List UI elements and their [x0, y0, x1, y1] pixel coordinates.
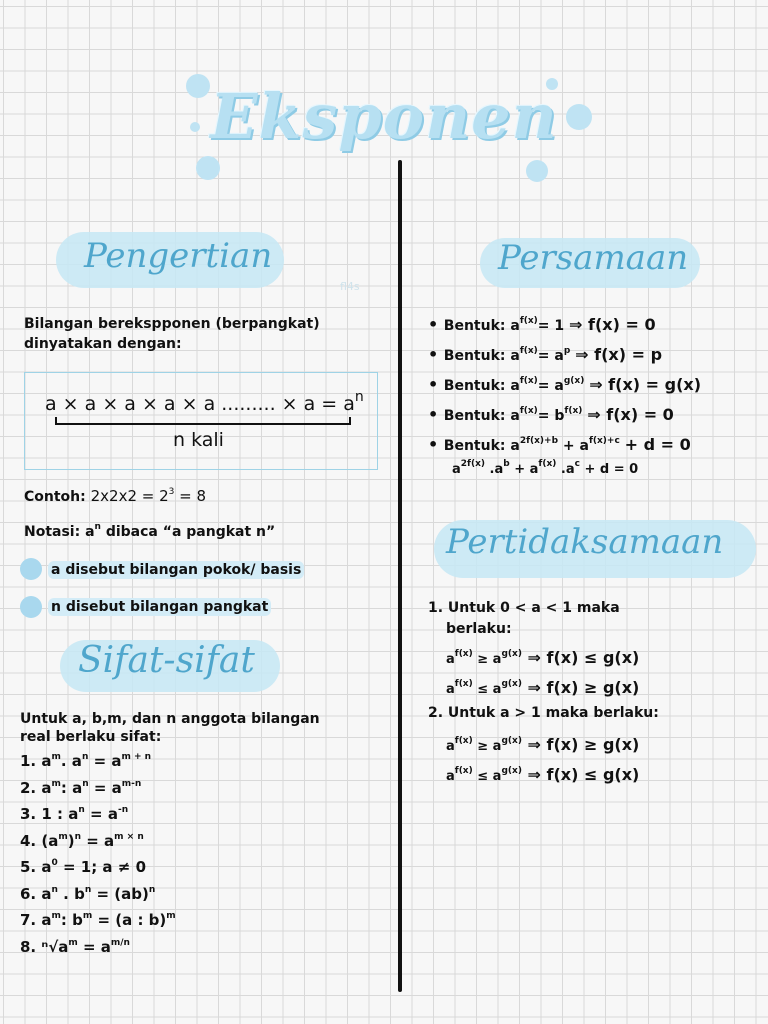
- eq-exponent: f(x)+c: [588, 436, 620, 446]
- page-title: Eksponen: [210, 80, 558, 153]
- rule-number: 3.: [20, 805, 37, 823]
- power-note: [48, 599, 271, 615]
- rule-exponent: m: [68, 937, 78, 948]
- rule-number: 2.: [20, 778, 37, 797]
- eq-base: a: [510, 438, 520, 454]
- eq-exponent: f(x): [519, 376, 538, 386]
- bullet-icon: •: [428, 315, 444, 334]
- ineq-result: ⇒ f(x) ≤ g(x): [521, 765, 640, 784]
- ineq-result: ⇒ f(x) ≤ g(x): [521, 648, 640, 667]
- rule-exponent: m: [58, 831, 68, 842]
- extra-d: .a: [556, 462, 575, 477]
- sifat-rule: [20, 858, 146, 876]
- ineq-base: a: [446, 739, 455, 754]
- definition-expression: [45, 389, 364, 415]
- sifat-rule: [20, 779, 141, 797]
- definition-count-label: n kali: [173, 429, 224, 451]
- bullet-dot: [20, 558, 42, 580]
- rule-exponent: m: [51, 778, 61, 789]
- rule-exponent: n: [78, 805, 85, 815]
- pengertian-intro-line2: dinyatakan dengan:: [24, 336, 182, 352]
- rule-exponent: m-n: [121, 778, 142, 789]
- case1-line1: 1. Untuk 0 < a < 1 maka: [428, 600, 620, 616]
- rule-number: 7.: [20, 911, 37, 929]
- section-heading-persamaan: Persamaan: [498, 238, 689, 278]
- bullet-icon: •: [428, 375, 444, 394]
- rule-part: (a: [41, 831, 59, 850]
- rule-part: = a: [88, 752, 122, 770]
- eq-result: ⇒ f(x) = 0: [587, 405, 674, 424]
- ineq-base: a: [446, 682, 455, 697]
- sifat-rule: [20, 752, 151, 770]
- bentuk-label: Bentuk:: [443, 348, 506, 364]
- sifat-intro-line1: Untuk a, b,m, dan n anggota bilangan: [20, 711, 320, 727]
- rule-exponent: m: [51, 752, 61, 762]
- sifat-rule: [20, 805, 128, 823]
- rule-part: ): [67, 831, 75, 850]
- eq-exponent: f(x): [519, 316, 538, 326]
- rule-part: 1 : a: [41, 805, 79, 823]
- inequality-row: [446, 765, 639, 784]
- rule-exponent: n: [74, 831, 82, 842]
- sifat-rule: [20, 832, 144, 850]
- ineq-exponent: f(x): [454, 736, 473, 746]
- eq-base: a: [510, 318, 520, 334]
- notation-exponent: n: [94, 522, 101, 532]
- eq-exponent: f(x): [564, 406, 583, 416]
- extra-a: a: [452, 462, 461, 477]
- example-result: = 8: [174, 487, 207, 505]
- bentuk-label: Bentuk:: [443, 438, 506, 454]
- extra-exp2: b: [503, 459, 510, 469]
- persamaan-item: [428, 375, 701, 394]
- rule-part: a: [41, 884, 52, 903]
- eq-result: ⇒ f(x) = 0: [569, 315, 656, 334]
- sifat-rule: [20, 911, 176, 929]
- rule-number: 4.: [20, 831, 37, 850]
- rule-part: = a: [81, 831, 115, 850]
- eq-middle: = a: [537, 378, 564, 394]
- persamaan-item: [428, 345, 662, 364]
- rule-exponent: -n: [117, 805, 129, 815]
- extra-e: + d = 0: [579, 462, 639, 477]
- ineq-exponent: f(x): [454, 649, 473, 659]
- ineq-base: a: [446, 769, 455, 784]
- example-expr: 2x2x2 = 2: [90, 487, 169, 505]
- ineq-exponent: g(x): [501, 649, 522, 659]
- eq-middle: = a: [537, 348, 564, 364]
- rule-part: a: [41, 911, 52, 929]
- persamaan-item: [428, 315, 656, 334]
- notation-line: [24, 522, 275, 540]
- ineq-base: a: [446, 652, 455, 667]
- section-heading-pengertian: Pengertian: [84, 236, 273, 276]
- rule-part: = (a : b): [92, 911, 167, 929]
- rule-exponent: n: [148, 884, 156, 895]
- ineq-exponent: g(x): [501, 766, 522, 776]
- rule-exponent: m × n: [114, 831, 144, 842]
- ineq-operator: ≥ a: [472, 739, 502, 754]
- extra-exp1: 2f(x): [460, 459, 485, 469]
- ineq-operator: ≤ a: [472, 682, 502, 697]
- column-divider: [398, 160, 402, 992]
- eq-base: a: [510, 408, 520, 424]
- eq-exponent: 2f(x)+b: [519, 436, 559, 446]
- rule-part: = a: [84, 805, 118, 823]
- case1-line2: berlaku:: [446, 621, 512, 637]
- rule-part: : a: [60, 778, 83, 797]
- ineq-result: ⇒ f(x) ≥ g(x): [521, 735, 640, 754]
- extra-exp3: f(x): [538, 459, 557, 469]
- ineq-exponent: g(x): [501, 679, 522, 689]
- section-heading-sifat: Sifat-sifat: [78, 640, 255, 681]
- rule-part: . a: [60, 752, 82, 770]
- rule-number: 6.: [20, 884, 37, 903]
- ineq-result: ⇒ f(x) ≥ g(x): [521, 678, 640, 697]
- inequality-row: [446, 648, 639, 667]
- rule-part: . b: [57, 884, 85, 903]
- ineq-operator: ≤ a: [472, 769, 502, 784]
- base-note: [48, 562, 304, 578]
- example-expression: [91, 487, 206, 505]
- rule-exponent: m: [166, 911, 176, 921]
- inequality-row: [446, 678, 639, 697]
- rule-part: a: [41, 858, 52, 876]
- rule-exponent: n: [84, 884, 92, 895]
- ineq-operator: ≥ a: [472, 652, 502, 667]
- ineq-exponent: f(x): [454, 766, 473, 776]
- extra-b: .a: [485, 462, 504, 477]
- definition-product: a × a × a × a × a ......... × a = a: [45, 393, 355, 415]
- bullet-dot: [20, 596, 42, 618]
- rule-part: ⁿ√a: [41, 937, 69, 956]
- power-note-text: n disebut bilangan pangkat: [48, 598, 271, 616]
- eq-result: ⇒ f(x) = p: [575, 345, 663, 364]
- underbrace: [55, 417, 351, 425]
- definition-box: [24, 372, 378, 470]
- sifat-rule: [20, 885, 155, 903]
- bentuk-label: Bentuk:: [443, 408, 506, 424]
- rule-exponent: n: [81, 752, 89, 762]
- eq-middle: = b: [537, 408, 565, 424]
- notation-prefix: Notasi: a: [24, 524, 95, 540]
- eq-base: a: [510, 378, 520, 394]
- eq-result: + d = 0: [624, 435, 691, 454]
- eq-exponent: p: [563, 346, 571, 356]
- bullet-icon: •: [428, 435, 444, 454]
- rule-exponent: m + n: [121, 752, 152, 762]
- eq-result: ⇒ f(x) = g(x): [589, 375, 702, 394]
- decor-bubble: [196, 156, 220, 180]
- rule-exponent: m/n: [110, 937, 130, 948]
- example-exponent: 3: [168, 487, 175, 497]
- example-line: [24, 487, 206, 505]
- rule-exponent: m: [82, 911, 93, 921]
- notation-suffix: dibaca “a pangkat n”: [100, 524, 276, 540]
- decor-bubble: [526, 160, 548, 182]
- eq-exponent: f(x): [519, 346, 538, 356]
- eq-middle: = 1: [537, 318, 565, 334]
- rule-part: : b: [60, 911, 83, 929]
- extra-c: + a: [509, 462, 539, 477]
- eq-middle: + a: [558, 438, 589, 454]
- pengertian-intro-line1: Bilangan berekspponen (berpangkat): [24, 316, 320, 332]
- sifat-intro-line2: real berlaku sifat:: [20, 729, 162, 745]
- ineq-exponent: f(x): [454, 679, 473, 689]
- bentuk-label: Bentuk:: [443, 318, 506, 334]
- base-note-text: a disebut bilangan pokok/ basis: [48, 561, 304, 579]
- rule-exponent: 0: [51, 858, 58, 868]
- example-label: Contoh:: [24, 489, 86, 505]
- bullet-icon: •: [428, 405, 444, 424]
- rule-part: = 1; a ≠ 0: [57, 858, 147, 876]
- rule-part: = a: [88, 778, 122, 797]
- rule-exponent: n: [51, 884, 58, 895]
- watermark: fl4s: [340, 280, 360, 293]
- inequality-row: [446, 735, 639, 754]
- rule-number: 5.: [20, 858, 37, 876]
- eq-exponent: g(x): [563, 376, 585, 386]
- rule-part: a: [41, 752, 52, 770]
- bullet-icon: •: [428, 345, 444, 364]
- bentuk-label: Bentuk:: [443, 378, 506, 394]
- rule-part: = (ab): [91, 884, 149, 903]
- definition-exponent: n: [354, 389, 364, 405]
- sifat-rule: [20, 938, 130, 956]
- rule-part: = a: [77, 937, 111, 956]
- eq-exponent: f(x): [519, 406, 538, 416]
- rule-part: a: [41, 778, 52, 797]
- rule-exponent: n: [82, 778, 89, 789]
- section-heading-pertidaksamaan: Pertidaksamaan: [446, 522, 724, 562]
- persamaan-item: [428, 435, 691, 454]
- ineq-exponent: g(x): [501, 736, 522, 746]
- persamaan-extra-line: [452, 459, 638, 477]
- rule-exponent: m: [51, 911, 61, 921]
- rule-number: 8.: [20, 937, 37, 956]
- case2-line: 2. Untuk a > 1 maka berlaku:: [428, 705, 659, 721]
- eq-base: a: [510, 348, 520, 364]
- rule-number: 1.: [20, 752, 37, 770]
- extra-exp4: c: [574, 459, 580, 469]
- persamaan-item: [428, 405, 674, 424]
